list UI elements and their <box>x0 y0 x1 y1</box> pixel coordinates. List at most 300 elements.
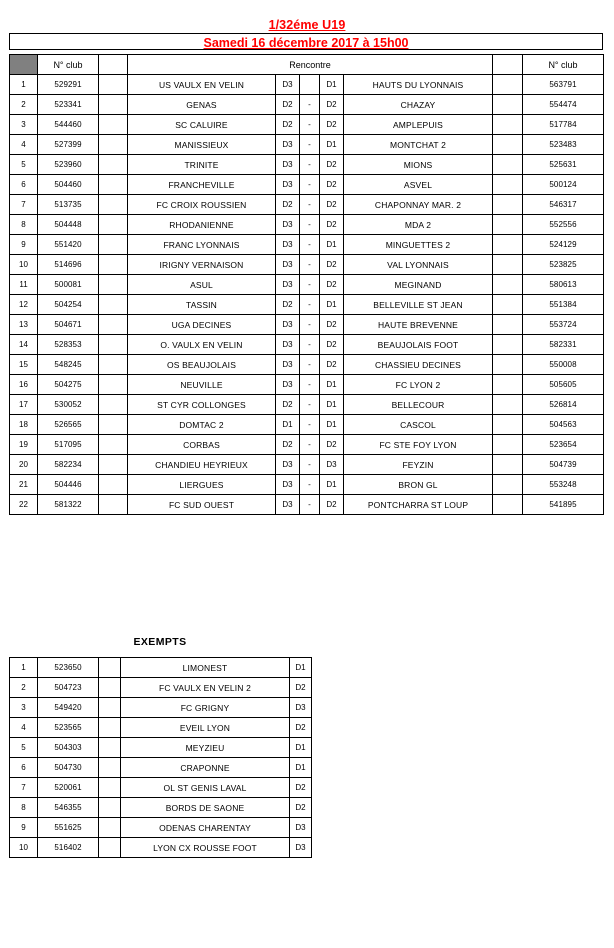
cell-separator: - <box>300 455 320 475</box>
cell-club-away: 554474 <box>523 95 604 115</box>
cell-rank: 10 <box>10 255 38 275</box>
table-row <box>10 95 604 115</box>
cell-club-away: 525631 <box>523 155 604 175</box>
cell-club-away: 541895 <box>523 495 604 515</box>
cell-spacer-away <box>493 435 523 455</box>
cell-rank: 6 <box>10 175 38 195</box>
cell-division: D2 <box>290 718 312 738</box>
cell-division-away: D2 <box>320 355 344 375</box>
list-item <box>10 678 312 698</box>
exempts-heading: EXEMPTS <box>133 636 187 648</box>
cell-club-away: 546317 <box>523 195 604 215</box>
cell-rank: 9 <box>10 818 38 838</box>
cell-team: FC VAULX EN VELIN 2 <box>121 678 290 698</box>
cell-team-home: FC SUD OUEST <box>128 495 276 515</box>
cell-spacer-home <box>99 315 128 335</box>
cell-spacer-away <box>493 335 523 355</box>
cell-separator: - <box>300 135 320 155</box>
cell-rank: 16 <box>10 375 38 395</box>
cell-division-home: D3 <box>276 335 300 355</box>
cell-rank: 8 <box>10 798 38 818</box>
list-item <box>10 818 312 838</box>
cell-spacer-home <box>99 255 128 275</box>
header-cell-rank <box>10 55 38 75</box>
cell-club-home: 528353 <box>38 335 99 355</box>
cell-spacer-away <box>493 255 523 275</box>
table-row <box>10 175 604 195</box>
cell-club-home: 514696 <box>38 255 99 275</box>
cell-division-away: D2 <box>320 335 344 355</box>
cell-team-home: TRINITE <box>128 155 276 175</box>
cell-club-away: 563791 <box>523 75 604 95</box>
table-row <box>10 155 604 175</box>
cell-team-away: MIONS <box>344 155 493 175</box>
cell-team-home: LIERGUES <box>128 475 276 495</box>
cell-separator: - <box>300 355 320 375</box>
cell-rank: 20 <box>10 455 38 475</box>
cell-team-away: CHAPONNAY MAR. 2 <box>344 195 493 215</box>
list-item <box>10 738 312 758</box>
cell-club-away: 553724 <box>523 315 604 335</box>
cell-club-home: 504446 <box>38 475 99 495</box>
cell-club-away: 504739 <box>523 455 604 475</box>
fixtures-table-container <box>9 54 603 515</box>
cell-separator: - <box>300 495 320 515</box>
cell-spacer-away <box>493 195 523 215</box>
cell-rank: 14 <box>10 335 38 355</box>
cell-separator: - <box>300 215 320 235</box>
table-row <box>10 315 604 335</box>
cell-team-away: BEAUJOLAIS FOOT <box>344 335 493 355</box>
cell-spacer-home <box>99 355 128 375</box>
cell-division-away: D1 <box>320 235 344 255</box>
cell-team-away: HAUTS DU LYONNAIS <box>344 75 493 95</box>
cell-division-home: D3 <box>276 215 300 235</box>
cell-division: D2 <box>290 778 312 798</box>
cell-spacer-home <box>99 475 128 495</box>
cell-team-away: MINGUETTES 2 <box>344 235 493 255</box>
table-row <box>10 495 604 515</box>
cell-spacer-away <box>493 355 523 375</box>
cell-club-away: 523825 <box>523 255 604 275</box>
cell-separator: - <box>300 315 320 335</box>
cell-division-away: D2 <box>320 255 344 275</box>
cell-division-home: D2 <box>276 395 300 415</box>
cell-spacer <box>99 658 121 678</box>
table-row <box>10 395 604 415</box>
header-cell-spacer-left <box>99 55 128 75</box>
cell-team-away: ASVEL <box>344 175 493 195</box>
cell-club-away: 551384 <box>523 295 604 315</box>
cell-rank: 3 <box>10 115 38 135</box>
cell-division-away: D2 <box>320 115 344 135</box>
date-text: Samedi 16 décembre 2017 à 15h00 <box>203 36 409 50</box>
cell-division-away: D1 <box>320 375 344 395</box>
cell-rank: 9 <box>10 235 38 255</box>
header-cell-club-right: N° club <box>523 55 604 75</box>
cell-spacer-away <box>493 135 523 155</box>
cell-division-home: D3 <box>276 475 300 495</box>
cell-spacer-home <box>99 175 128 195</box>
cell-spacer-away <box>493 75 523 95</box>
table-row <box>10 475 604 495</box>
cell-rank: 4 <box>10 718 38 738</box>
cell-team: OL ST GENIS LAVAL <box>121 778 290 798</box>
cell-rank: 1 <box>10 75 38 95</box>
cell-spacer <box>99 698 121 718</box>
cell-separator: - <box>300 335 320 355</box>
cell-spacer-home <box>99 435 128 455</box>
cell-division-home: D3 <box>276 375 300 395</box>
cell-club-home: 582234 <box>38 455 99 475</box>
cell-division-home: D3 <box>276 175 300 195</box>
cell-club-home: 523960 <box>38 155 99 175</box>
cell-team: LIMONEST <box>121 658 290 678</box>
fixtures-table <box>9 54 604 515</box>
cell-club: 504303 <box>38 738 99 758</box>
table-row <box>10 335 604 355</box>
cell-division-away: D3 <box>320 455 344 475</box>
cell-club: 551625 <box>38 818 99 838</box>
cell-team-away: CASCOL <box>344 415 493 435</box>
cell-team-away: VAL LYONNAIS <box>344 255 493 275</box>
list-item <box>10 778 312 798</box>
cell-team-home: CORBAS <box>128 435 276 455</box>
cell-team-away: FEYZIN <box>344 455 493 475</box>
cell-spacer <box>99 798 121 818</box>
cell-spacer-away <box>493 95 523 115</box>
cell-spacer-away <box>493 115 523 135</box>
cell-club-home: 527399 <box>38 135 99 155</box>
cell-team-away: PONTCHARRA ST LOUP <box>344 495 493 515</box>
cell-spacer-away <box>493 375 523 395</box>
cell-club: 523650 <box>38 658 99 678</box>
cell-rank: 15 <box>10 355 38 375</box>
cell-rank: 4 <box>10 135 38 155</box>
cell-club-home: 526565 <box>38 415 99 435</box>
cell-division-home: D2 <box>276 115 300 135</box>
cell-rank: 2 <box>10 678 38 698</box>
cell-club: 520061 <box>38 778 99 798</box>
cell-spacer-home <box>99 275 128 295</box>
table-row <box>10 455 604 475</box>
cell-separator: - <box>300 375 320 395</box>
table-row <box>10 135 604 155</box>
exempts-table-container <box>9 657 311 858</box>
cell-club-home: 513735 <box>38 195 99 215</box>
cell-division: D3 <box>290 818 312 838</box>
cell-club-away: 580613 <box>523 275 604 295</box>
cell-spacer-home <box>99 235 128 255</box>
cell-division-away: D1 <box>320 135 344 155</box>
cell-division-away: D2 <box>320 215 344 235</box>
cell-club-home: 523341 <box>38 95 99 115</box>
cell-club-away: 505605 <box>523 375 604 395</box>
cell-team-away: FC STE FOY LYON <box>344 435 493 455</box>
cell-team: CRAPONNE <box>121 758 290 778</box>
cell-team-away: MEGINAND <box>344 275 493 295</box>
cell-spacer-away <box>493 315 523 335</box>
cell-spacer-home <box>99 135 128 155</box>
cell-division-away: D2 <box>320 155 344 175</box>
cell-club-away: 524129 <box>523 235 604 255</box>
cell-team: FC GRIGNY <box>121 698 290 718</box>
cell-club: 516402 <box>38 838 99 858</box>
cell-spacer-home <box>99 415 128 435</box>
cell-spacer-home <box>99 195 128 215</box>
cell-separator <box>300 75 320 95</box>
cell-division-away: D2 <box>320 195 344 215</box>
page-title: 1/32éme U19 <box>268 18 346 32</box>
cell-rank: 1 <box>10 658 38 678</box>
table-row <box>10 235 604 255</box>
date-banner <box>9 33 603 50</box>
cell-rank: 3 <box>10 698 38 718</box>
cell-division-away: D1 <box>320 75 344 95</box>
cell-spacer <box>99 778 121 798</box>
cell-separator: - <box>300 115 320 135</box>
cell-separator: - <box>300 155 320 175</box>
cell-spacer-away <box>493 495 523 515</box>
cell-team-home: IRIGNY VERNAISON <box>128 255 276 275</box>
cell-spacer-home <box>99 215 128 235</box>
cell-team-away: MDA 2 <box>344 215 493 235</box>
cell-club-away: 504563 <box>523 415 604 435</box>
list-item <box>10 698 312 718</box>
cell-team-home: SC CALUIRE <box>128 115 276 135</box>
cell-team-home: FRANC LYONNAIS <box>128 235 276 255</box>
fixtures-header-row <box>10 55 604 75</box>
cell-team-home: FC CROIX ROUSSIEN <box>128 195 276 215</box>
cell-spacer <box>99 678 121 698</box>
cell-club-home: 548245 <box>38 355 99 375</box>
cell-spacer-away <box>493 475 523 495</box>
cell-division-home: D1 <box>276 415 300 435</box>
cell-club-home: 581322 <box>38 495 99 515</box>
table-row <box>10 355 604 375</box>
cell-club-home: 529291 <box>38 75 99 95</box>
exempts-table <box>9 657 312 858</box>
cell-club-home: 530052 <box>38 395 99 415</box>
cell-team: BORDS DE SAONE <box>121 798 290 818</box>
cell-division-home: D3 <box>276 455 300 475</box>
cell-separator: - <box>300 475 320 495</box>
cell-spacer-home <box>99 375 128 395</box>
cell-separator: - <box>300 255 320 275</box>
cell-spacer-home <box>99 395 128 415</box>
cell-division-away: D2 <box>320 315 344 335</box>
cell-rank: 21 <box>10 475 38 495</box>
cell-team: LYON CX ROUSSE FOOT <box>121 838 290 858</box>
cell-club-away: 582331 <box>523 335 604 355</box>
header-cell-encounter: Rencontre <box>128 55 493 75</box>
table-row <box>10 215 604 235</box>
cell-division-away: D1 <box>320 415 344 435</box>
cell-division-away: D2 <box>320 95 344 115</box>
cell-club-home: 504448 <box>38 215 99 235</box>
cell-rank: 13 <box>10 315 38 335</box>
document-title-wrapper <box>9 16 605 34</box>
cell-team-home: US VAULX EN VELIN <box>128 75 276 95</box>
cell-team-away: FC LYON 2 <box>344 375 493 395</box>
cell-spacer-away <box>493 395 523 415</box>
cell-club: 504730 <box>38 758 99 778</box>
list-item <box>10 798 312 818</box>
list-item <box>10 838 312 858</box>
cell-team-home: DOMTAC 2 <box>128 415 276 435</box>
list-item <box>10 758 312 778</box>
cell-club: 504723 <box>38 678 99 698</box>
cell-team-home: TASSIN <box>128 295 276 315</box>
cell-spacer-home <box>99 295 128 315</box>
cell-spacer-away <box>493 155 523 175</box>
cell-division-away: D1 <box>320 395 344 415</box>
cell-spacer-home <box>99 455 128 475</box>
cell-club: 549420 <box>38 698 99 718</box>
cell-separator: - <box>300 395 320 415</box>
cell-division-away: D2 <box>320 175 344 195</box>
cell-club-home: 504460 <box>38 175 99 195</box>
cell-spacer <box>99 738 121 758</box>
cell-spacer-away <box>493 455 523 475</box>
header-cell-spacer-right <box>493 55 523 75</box>
cell-division: D1 <box>290 658 312 678</box>
cell-team-home: GENAS <box>128 95 276 115</box>
cell-rank: 11 <box>10 275 38 295</box>
cell-spacer <box>99 818 121 838</box>
cell-division-home: D3 <box>276 135 300 155</box>
cell-division-away: D2 <box>320 275 344 295</box>
cell-division-away: D2 <box>320 495 344 515</box>
cell-team-home: RHODANIENNE <box>128 215 276 235</box>
cell-team-home: OS BEAUJOLAIS <box>128 355 276 375</box>
cell-club-home: 517095 <box>38 435 99 455</box>
cell-division: D2 <box>290 678 312 698</box>
cell-team-home: CHANDIEU HEYRIEUX <box>128 455 276 475</box>
cell-division-home: D3 <box>276 275 300 295</box>
cell-spacer-away <box>493 275 523 295</box>
cell-team-home: NEUVILLE <box>128 375 276 395</box>
cell-division-home: D3 <box>276 255 300 275</box>
cell-separator: - <box>300 435 320 455</box>
table-row <box>10 75 604 95</box>
cell-spacer-away <box>493 215 523 235</box>
table-row <box>10 375 604 395</box>
cell-club-away: 500124 <box>523 175 604 195</box>
list-item <box>10 658 312 678</box>
cell-spacer-home <box>99 115 128 135</box>
cell-club-away: 526814 <box>523 395 604 415</box>
cell-rank: 2 <box>10 95 38 115</box>
cell-separator: - <box>300 275 320 295</box>
cell-team-home: MANISSIEUX <box>128 135 276 155</box>
cell-spacer-away <box>493 235 523 255</box>
header-cell-club-left: N° club <box>38 55 99 75</box>
cell-team-away: HAUTE BREVENNE <box>344 315 493 335</box>
cell-team-away: AMPLEPUIS <box>344 115 493 135</box>
cell-rank: 18 <box>10 415 38 435</box>
cell-club-home: 504275 <box>38 375 99 395</box>
cell-club-away: 517784 <box>523 115 604 135</box>
cell-rank: 5 <box>10 155 38 175</box>
cell-club: 546355 <box>38 798 99 818</box>
cell-spacer-away <box>493 415 523 435</box>
cell-rank: 12 <box>10 295 38 315</box>
cell-separator: - <box>300 415 320 435</box>
cell-spacer-away <box>493 295 523 315</box>
cell-division: D2 <box>290 798 312 818</box>
cell-team-home: FRANCHEVILLE <box>128 175 276 195</box>
cell-division: D3 <box>290 838 312 858</box>
cell-division: D3 <box>290 698 312 718</box>
cell-team-away: MONTCHAT 2 <box>344 135 493 155</box>
cell-separator: - <box>300 175 320 195</box>
cell-spacer <box>99 758 121 778</box>
cell-rank: 6 <box>10 758 38 778</box>
cell-club-home: 504671 <box>38 315 99 335</box>
table-row <box>10 275 604 295</box>
cell-separator: - <box>300 95 320 115</box>
cell-team-home: O. VAULX EN VELIN <box>128 335 276 355</box>
cell-division-home: D2 <box>276 435 300 455</box>
cell-division-home: D3 <box>276 235 300 255</box>
cell-team-away: BELLECOUR <box>344 395 493 415</box>
cell-club-away: 523483 <box>523 135 604 155</box>
cell-rank: 8 <box>10 215 38 235</box>
list-item <box>10 718 312 738</box>
cell-spacer-home <box>99 75 128 95</box>
cell-division-home: D3 <box>276 75 300 95</box>
cell-division-home: D2 <box>276 195 300 215</box>
cell-team: MEYZIEU <box>121 738 290 758</box>
cell-division-away: D1 <box>320 295 344 315</box>
table-row <box>10 295 604 315</box>
cell-team-away: BRON GL <box>344 475 493 495</box>
cell-division-home: D2 <box>276 95 300 115</box>
cell-team-home: ST CYR COLLONGES <box>128 395 276 415</box>
cell-division-home: D3 <box>276 495 300 515</box>
cell-spacer-home <box>99 155 128 175</box>
cell-spacer-away <box>493 175 523 195</box>
cell-spacer <box>99 718 121 738</box>
cell-club-away: 523654 <box>523 435 604 455</box>
cell-team-home: UGA DECINES <box>128 315 276 335</box>
cell-rank: 17 <box>10 395 38 415</box>
table-row <box>10 415 604 435</box>
cell-rank: 22 <box>10 495 38 515</box>
cell-separator: - <box>300 235 320 255</box>
cell-team-home: ASUL <box>128 275 276 295</box>
cell-rank: 7 <box>10 195 38 215</box>
cell-rank: 19 <box>10 435 38 455</box>
cell-division-home: D3 <box>276 355 300 375</box>
cell-division-home: D2 <box>276 295 300 315</box>
cell-division: D1 <box>290 738 312 758</box>
cell-spacer-home <box>99 335 128 355</box>
cell-team-away: CHAZAY <box>344 95 493 115</box>
cell-spacer <box>99 838 121 858</box>
table-row <box>10 255 604 275</box>
cell-club-away: 552556 <box>523 215 604 235</box>
cell-division-away: D1 <box>320 475 344 495</box>
cell-club-home: 500081 <box>38 275 99 295</box>
cell-separator: - <box>300 295 320 315</box>
cell-team-away: BELLEVILLE ST JEAN <box>344 295 493 315</box>
cell-club-home: 504254 <box>38 295 99 315</box>
cell-division-home: D3 <box>276 315 300 335</box>
table-row <box>10 115 604 135</box>
cell-club-away: 553248 <box>523 475 604 495</box>
